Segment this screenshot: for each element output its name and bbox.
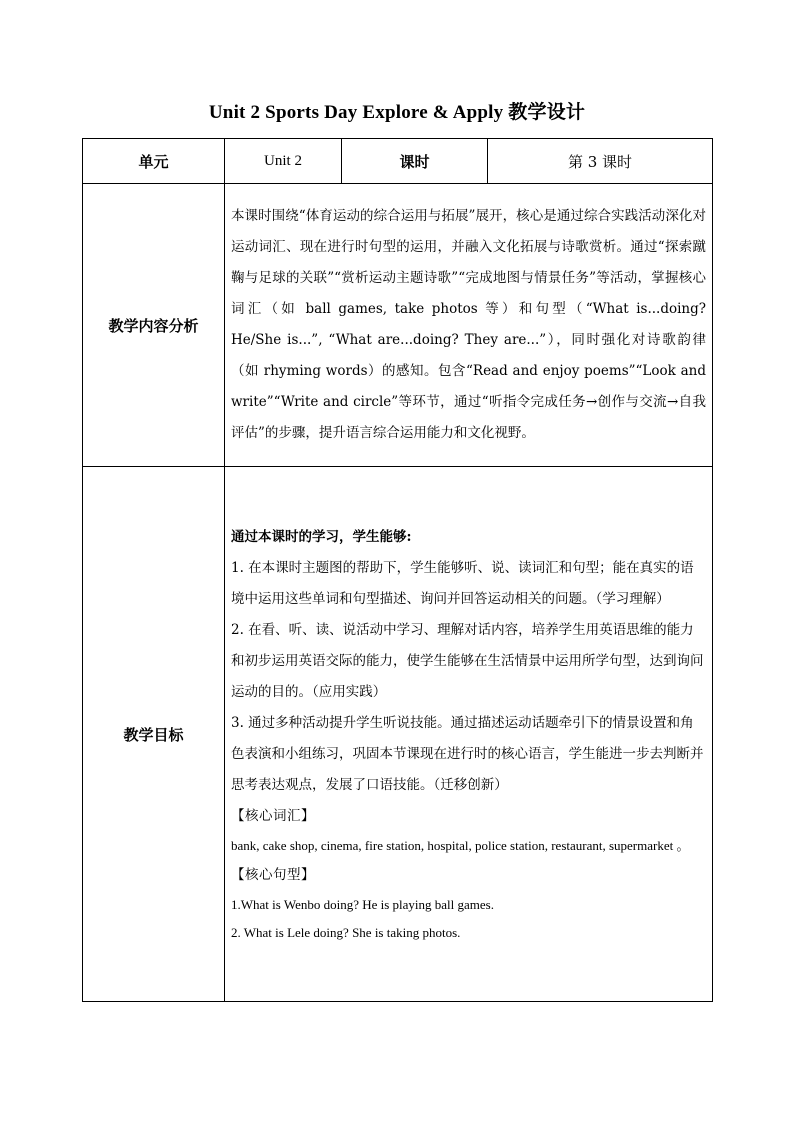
objectives-row	[83, 467, 713, 1002]
objective-item-2: 2. 在看、听、读、说活动中学习、理解对话内容，培养学生用英语思维的能力和初步运用英语交际的能力，使学生能够在生活情景中运用所学句型，达到询问运动的目的。（应用实践）	[231, 621, 704, 700]
lesson-plan-table	[82, 138, 713, 1002]
objectives-content	[225, 467, 713, 1002]
analysis-text: 本课时围绕“体育运动的综合运用与拓展”展开，核心是通过综合实践活动深化对运动词汇、现在进行时句型的运用，并融入文化拓展与诗歌赏析。通过“探索蹴鞠与足球的关联”“赏析运动主题诗歌”“完成地图与情景任务”等活动，掌握核心词汇（如 ball games, take photos 等）和句型（“What is...doing? He/She is...”, “What are...doing? They are...”），同时强化对诗歌韵律（如 rhyming words）的感知。包含“Read and enjoy poems”“Look and write”“Write and circle”等环节，通过“听指令完成任务→创作与交流→自我评估”的步骤，提升语言综合运用能力和文化视野。	[225, 184, 713, 467]
unit-label: 单元	[83, 139, 225, 184]
header-row	[83, 139, 713, 184]
analysis-row	[83, 184, 713, 467]
unit-value: Unit 2	[225, 139, 342, 184]
objectives-lead: 通过本课时的学习，学生能够:	[231, 528, 412, 545]
sentences-heading: 【核心句型】	[231, 866, 315, 883]
objectives-label: 教学目标	[83, 467, 225, 1002]
objective-item-3: 3. 通过多种活动提升学生听说技能。通过描述运动话题牵引下的情景设置和角色表演和小组练习，巩固本节课现在进行时的核心语言，学生能进一步去判断并思考表达观点，发展了口语技能。（迁移创新）	[231, 714, 704, 793]
objective-item-1: 1. 在本课时主题图的帮助下，学生能够听、说、读词汇和句型；能在真实的语境中运用这些单词和句型描述、询问并回答运动相关的问题。（学习理解）	[231, 559, 694, 607]
sentence-2: 2. What is Lele doing? She is taking photos.	[231, 924, 461, 940]
document-title: Unit 2 Sports Day Explore & Apply 教学设计	[208, 102, 586, 123]
analysis-label: 教学内容分析	[83, 184, 225, 467]
vocab-list: bank, cake shop, cinema, fire station, hospital, police station, restaurant, supermarket 。	[231, 837, 690, 853]
vocab-heading: 【核心词汇】	[231, 807, 315, 824]
period-label: 课时	[342, 139, 488, 184]
period-value: 第 3 课时	[488, 139, 713, 184]
sentence-1: 1.What is Wenbo doing? He is playing ball games.	[231, 896, 494, 912]
